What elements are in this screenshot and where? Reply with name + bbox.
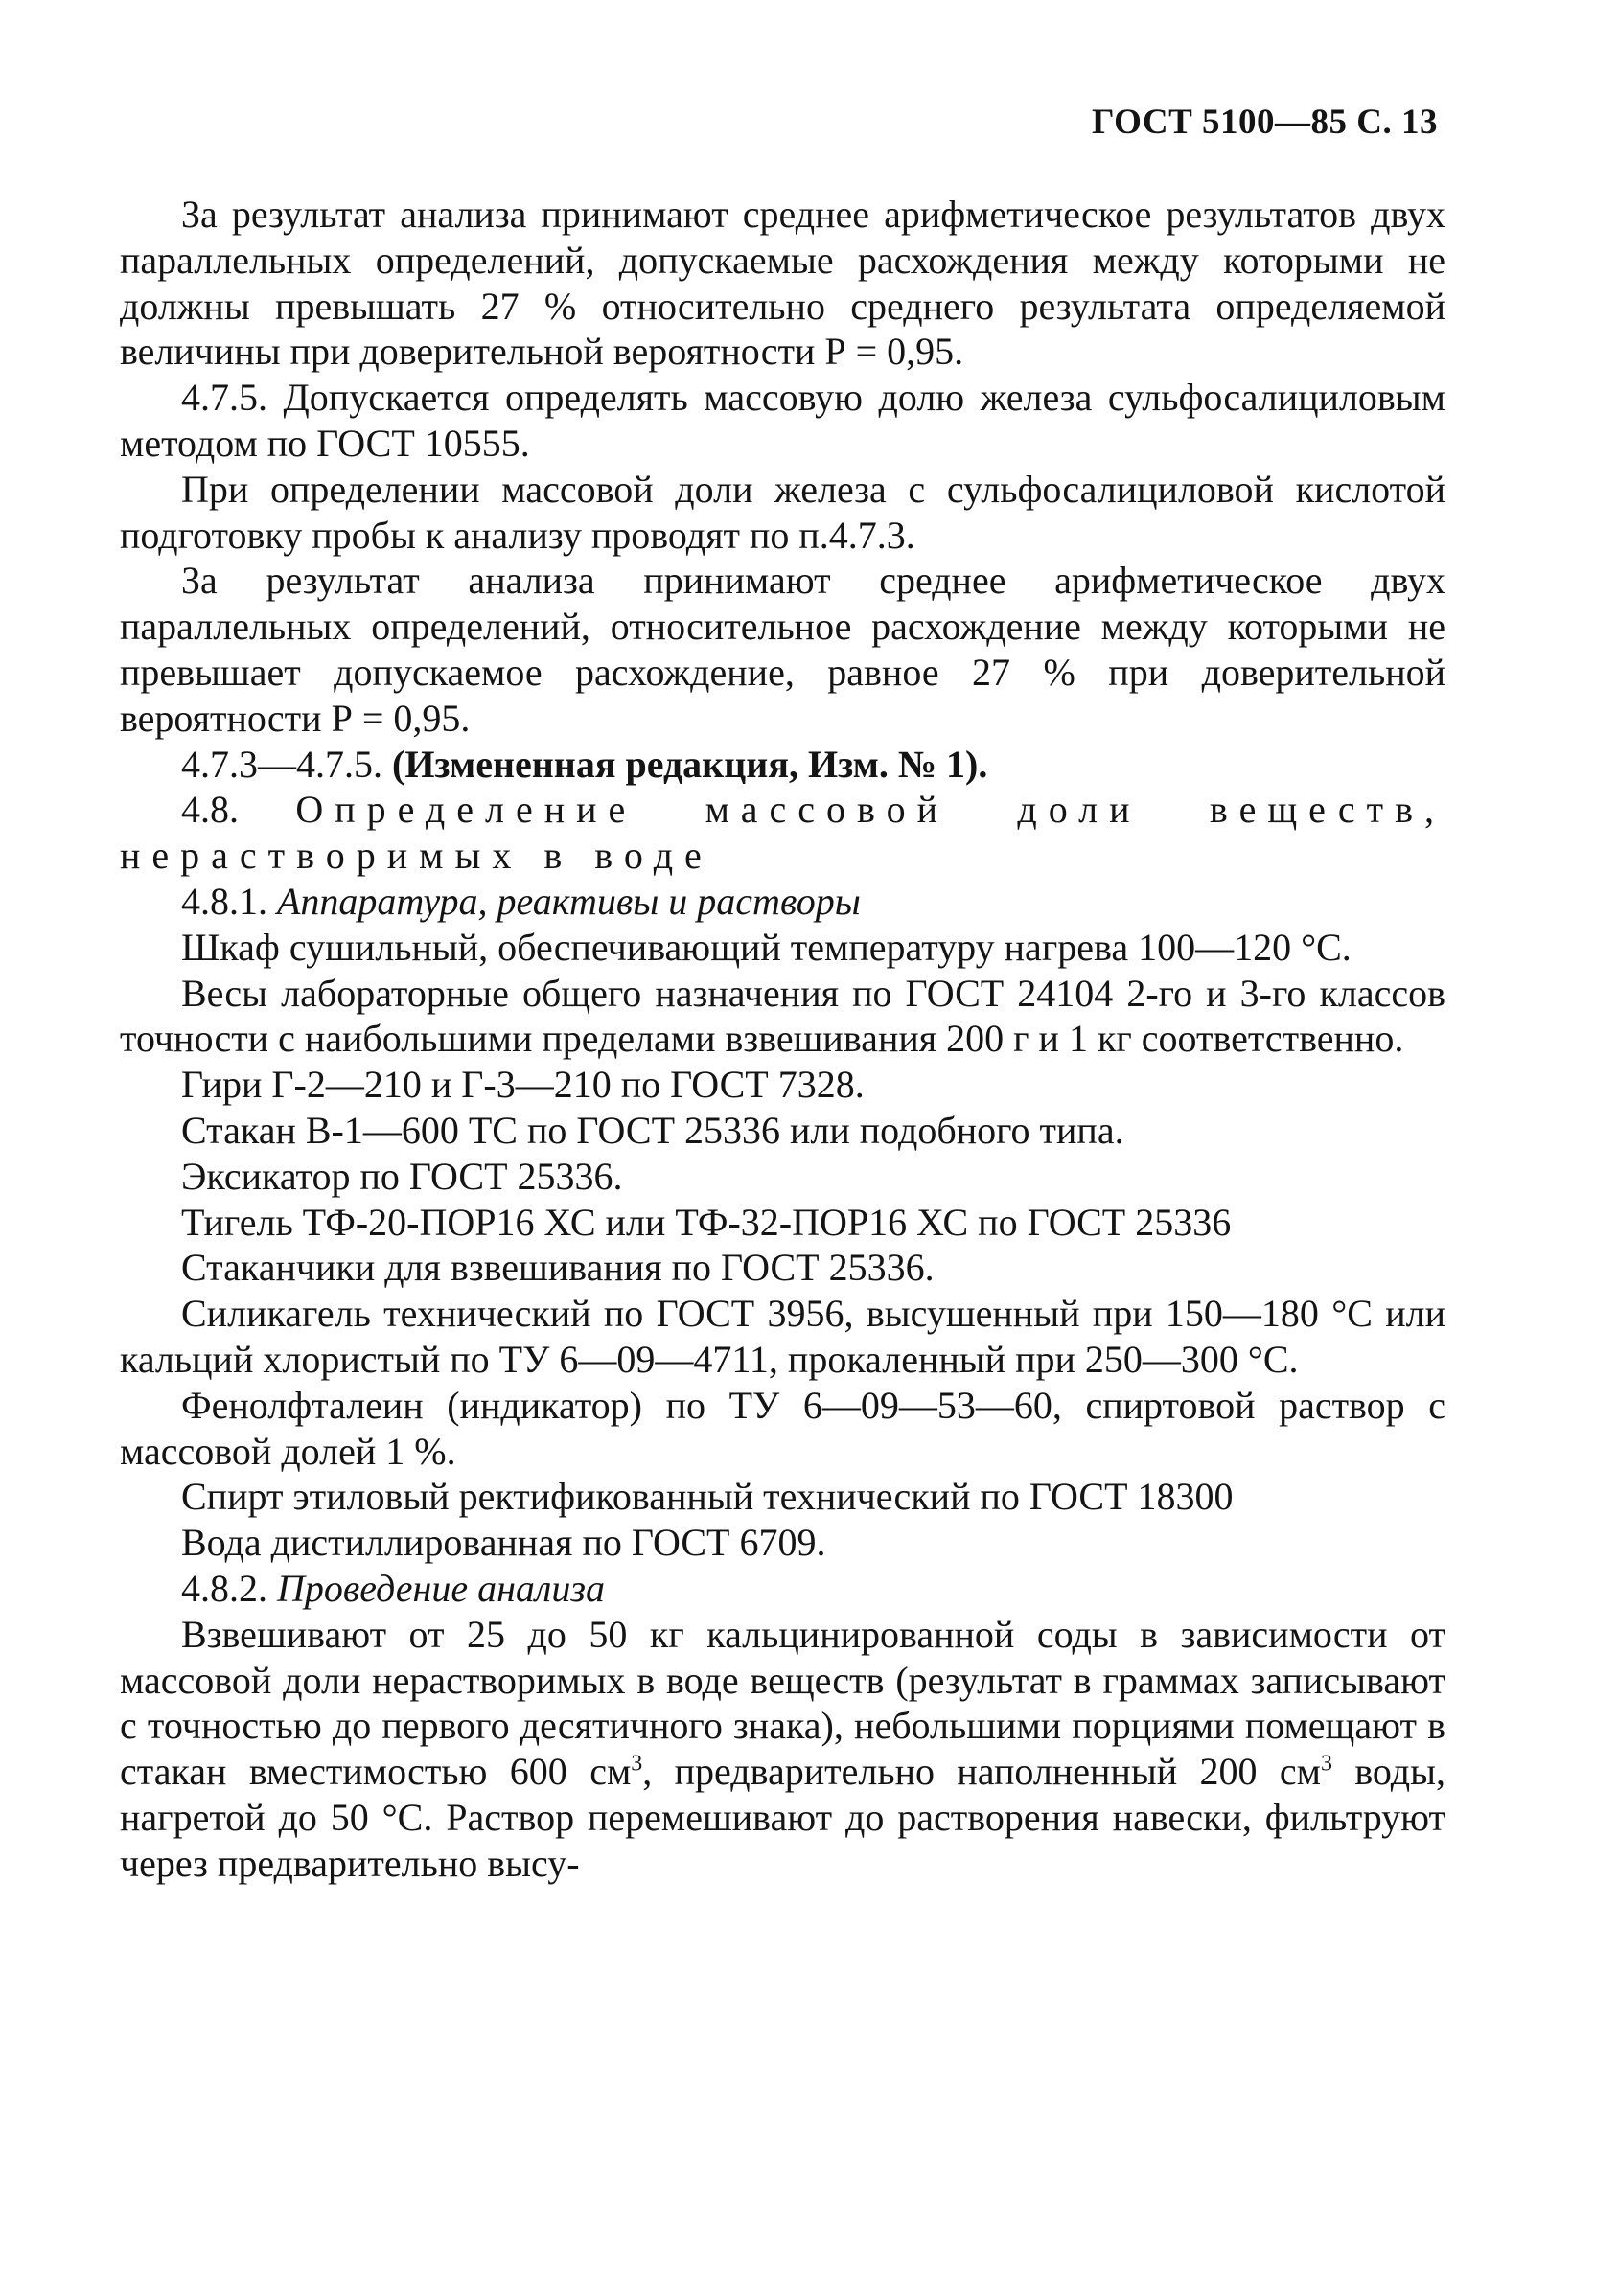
subsection-title: Проведение анализа [277, 1566, 605, 1610]
clause-number: 4.7.3—4.7.5. [181, 742, 392, 786]
paragraph-result-discrepancy: За результат анализа принимают среднее арифметическое двух параллельных определений, относительное расхождение между которыми не превышает допускаемое расхождение, равное 27 % при доверительной вероятности Р = 0,95. [120, 559, 1445, 740]
section-heading-4-8 [120, 787, 1445, 879]
subsection-title: Аппаратура, реактивы и растворы [277, 879, 861, 923]
clause-number: 4.8. [181, 788, 296, 832]
paragraph-analysis-procedure: Взвешивают от 25 до 50 кг кальцинированной соды в зависимости от массовой доли нерастворимых в воде веществ (результат в граммах записывают с точностью до первого десятичного знака), небольшими порциями помещают в стакан вместимостью 600 $см^3$, предварительно наполненный 200 $см^3$ воды, нагретой до 50 °С. Раствор перемешивают до растворения навески, фильтруют через предварительно высу- [120, 1612, 1446, 1885]
page-header: ГОСТ 5100—85 С. 13 [1092, 103, 1438, 142]
equipment-crucible: Тигель ТФ-20-ПОР16 ХС или ТФ-32-ПОР16 ХС по ГОСТ 25336 [181, 1200, 1232, 1244]
reagent-phenolphthalein: Фенолфталеин (индикатор) по ТУ 6—09—53—60, спиртовой раствор с массовой долей 1 %. [120, 1383, 1445, 1473]
paragraph-amendment-note [120, 742, 1445, 788]
amendment-label: (Измененная редакция, Изм. № 1). [392, 742, 988, 786]
subsection-heading-4-8-1 [120, 879, 1445, 925]
paragraph-result-averaging: За результат анализа принимают среднее арифметическое результатов двух параллельных определений, допускаемые расхождения между которыми не должны превышать 27 % относительно среднего результата определяемой величины при доверительной вероятности Р = 0,95. [120, 193, 1445, 374]
superscript: 3 [631, 1751, 643, 1777]
superscript: 3 [1320, 1751, 1332, 1777]
equipment-weighing-bottles: Стаканчики для взвешивания по ГОСТ 25336. [181, 1246, 935, 1290]
paragraph-4-7-5: 4.7.5. Допускается определять массовую долю железа сульфосалициловым методом по ГОСТ 10555. [120, 376, 1445, 465]
equipment-balance: Весы лабораторные общего назначения по ГОСТ 24104 2-го и 3-го классов точности с наибольшими пределами взвешивания 200 г и 1 кг соответственно. [120, 971, 1445, 1061]
reagent-silica-gel: Силикагель технический по ГОСТ 3956, высушенный при 150—180 °С или кальций хлористый по ТУ 6—09—4711, прокаленный при 250—300 °С. [120, 1292, 1445, 1381]
equipment-weights: Гири Г-2—210 и Г-3—210 по ГОСТ 7328. [181, 1063, 865, 1107]
clause-number: 4.8.2. [181, 1566, 277, 1610]
reagent-ethanol: Спирт этиловый ректификованный технический по ГОСТ 18300 [181, 1475, 1234, 1519]
document-body [120, 192, 1445, 1886]
paragraph-sample-preparation: При определении массовой доли железа с сульфосалициловой кислотой подготовку пробы к анализу проводят по п.4.7.3. [120, 467, 1445, 557]
reagent-distilled-water: Вода дистиллированная по ГОСТ 6709. [181, 1521, 826, 1565]
equipment-drying-cabinet: Шкаф сушильный, обеспечивающий температуру нагрева 100—120 °С. [181, 925, 1352, 969]
equipment-desiccator: Эксикатор по ГОСТ 25336. [181, 1154, 623, 1198]
subsection-heading-4-8-2 [120, 1566, 1445, 1612]
equipment-beaker: Стакан В-1—600 ТС по ГОСТ 25336 или подобного типа. [181, 1108, 1124, 1152]
clause-number: 4.8.1. [181, 879, 277, 923]
section-title: Определение массовой доли веществ, нерастворимых в воде [120, 788, 1445, 878]
